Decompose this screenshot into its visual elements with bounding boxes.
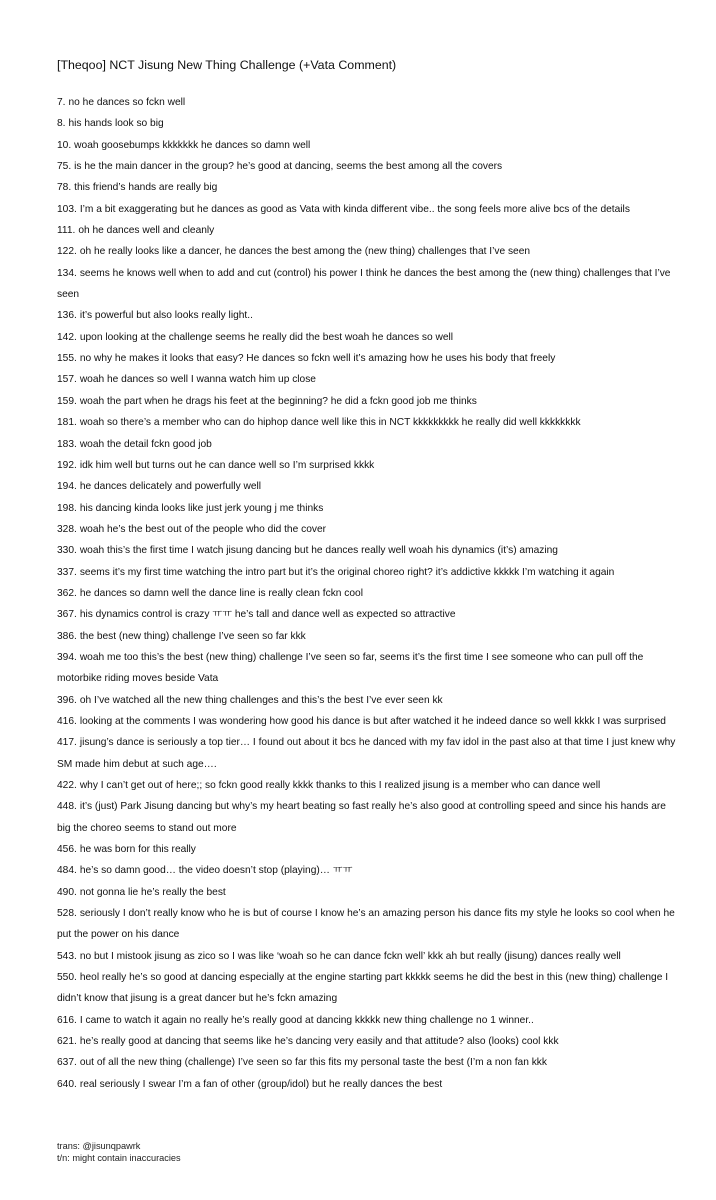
comment-text: woah me too this’s the best (new thing) challenge I’ve seen so far, seems it’s the first time I see someone who can pull off the motorbike riding moves beside Vata <box>57 651 644 685</box>
comment-number: 159. <box>57 395 77 407</box>
comment-text: he dances so damn well the dance line is really clean fckn cool <box>79 587 363 599</box>
comment-number: 136. <box>57 310 77 322</box>
comment-text: out of all the new thing (challenge) I’ve seen so far this fits my personal taste the best (I’m a non fan kkk <box>79 1057 547 1069</box>
comment-item <box>57 476 676 497</box>
comment-number: 416. <box>57 715 77 727</box>
comment-text: no but I mistook jisung as zico so I was like ‘woah so he can dance fckn well’ kkk ah but really (jisung) dances really well <box>79 950 621 962</box>
comment-text: no he dances so fckn well <box>68 97 186 108</box>
comment-item <box>57 348 676 369</box>
comment-number: 640. <box>57 1078 77 1090</box>
comment-text: he dances delicately and powerfully well <box>79 481 262 493</box>
comment-item <box>57 583 676 604</box>
comment-text: no why he makes it looks that easy? He dances so fckn well it’s amazing how he uses his body that freely <box>79 353 556 365</box>
comment-text: seems it’s my first time watching the intro part but it’s the original choreo right? it’s addictive kkkkk I’m watching it again <box>79 566 615 578</box>
comment-item <box>57 113 676 134</box>
comment-text: he’s so damn good… the video doesn’t stop (playing)… ㅠㅠ <box>79 865 353 877</box>
comment-text: he was born for this really <box>79 844 196 856</box>
comment-number: 616. <box>57 1014 77 1026</box>
comment-number: 7. <box>57 97 66 108</box>
comment-number: 637. <box>57 1057 77 1069</box>
comment-text: the best (new thing) challenge I’ve seen so far kkk <box>79 630 306 642</box>
comment-text: real seriously I swear I’m a fan of other (group/idol) but he really dances the best <box>79 1078 443 1090</box>
comment-item <box>57 860 676 881</box>
comment-text: jisung’s dance is seriously a top tier… I found out about it bcs he danced with my fav idol in the past also at that time I just knew why SM made him debut at such age…. <box>57 737 676 770</box>
comment-text: his dancing kinda looks like just jerk young j me thinks <box>79 502 324 514</box>
comment-number: 181. <box>57 417 77 429</box>
comment-number: 10. <box>57 139 72 151</box>
comment-item <box>57 241 676 262</box>
comment-text: upon looking at the challenge seems he really did the best woah he dances so well <box>79 331 454 343</box>
comment-number: 155. <box>57 353 77 365</box>
comment-number: 456. <box>57 844 77 856</box>
comment-item <box>57 220 676 241</box>
comment-text: woah he dances so well I wanna watch him up close <box>79 374 316 386</box>
comment-number: 386. <box>57 630 77 642</box>
translator-note: t/n: might contain inaccuracies <box>57 1152 181 1163</box>
comment-text: looking at the comments I was wondering how good his dance is but after watched it he indeed dance so well kkkk I was surprised <box>79 715 666 727</box>
comment-number: 78. <box>57 182 72 194</box>
comment-number: 490. <box>57 886 77 898</box>
comment-text: is he the main dancer in the group? he’s good at dancing, seems the best among all the covers <box>74 161 503 173</box>
comment-number: 422. <box>57 780 77 791</box>
comment-number: 330. <box>57 545 77 557</box>
footer <box>57 1141 181 1164</box>
comment-item <box>57 1031 676 1052</box>
comment-item <box>57 199 676 220</box>
comment-text: it’s (just) Park Jisung dancing but why’s my heart beating so fast really he’s also good at controlling speed and since his hands are big the choreo seems to stand out more <box>57 801 666 834</box>
comment-number: 543. <box>57 950 77 962</box>
comment-item <box>57 391 676 412</box>
comment-number: 8. <box>57 118 66 130</box>
comment-item <box>57 519 676 540</box>
comment-number: 484. <box>57 865 77 877</box>
comment-item <box>57 732 676 775</box>
comment-item <box>57 967 676 1010</box>
comment-text: woah so there’s a member who can do hiphop dance well like this in NCT kkkkkkkkk he really did well kkkkkkkk <box>79 417 581 429</box>
comment-text: woah the detail fckn good job <box>79 438 212 450</box>
comment-item <box>57 434 676 455</box>
comment-item <box>57 498 676 519</box>
comment-number: 528. <box>57 908 77 920</box>
comment-text: he’s really good at dancing that seems like he’s dancing very easily and that attitude? also (looks) cool kkk <box>79 1036 559 1048</box>
document-title: [Theqoo] NCT Jisung New Thing Challenge (+Vata Comment) <box>57 58 397 72</box>
comment-item <box>57 412 676 433</box>
comment-item <box>57 711 676 732</box>
comment-number: 75. <box>57 161 72 173</box>
comment-item <box>57 327 676 348</box>
comment-item <box>57 562 676 583</box>
comment-item <box>57 540 676 561</box>
comment-text: I came to watch it again no really he’s really good at dancing kkkkk new thing challenge no 1 winner.. <box>79 1014 534 1026</box>
comment-item <box>57 135 676 156</box>
comment-text: this friend’s hands are really big <box>74 182 218 194</box>
comment-text: I’m a bit exaggerating but he dances as good as Vata with kinda different vibe.. the song feels more alive bcs of the details <box>79 203 630 215</box>
comment-text: not gonna lie he’s really the best <box>79 886 226 898</box>
comment-text: seems he knows well when to add and cut (control) his power I think he dances the best among the (new thing) challenges that I’ve seen <box>57 267 671 301</box>
comment-number: 621. <box>57 1036 77 1048</box>
comment-text: woah this’s the first time I watch jisung dancing but he dances really well woah his dynamics (it’s) amazing <box>79 545 558 557</box>
comment-number: 367. <box>57 609 77 621</box>
comment-number: 192. <box>57 459 77 471</box>
comment-number: 194. <box>57 481 77 493</box>
comment-number: 396. <box>57 694 77 706</box>
comment-list <box>57 92 676 1095</box>
comment-number: 134. <box>57 267 77 279</box>
comment-item <box>57 647 676 690</box>
comment-item <box>57 903 676 946</box>
comment-item <box>57 839 676 860</box>
comment-number: 417. <box>57 737 77 749</box>
comment-number: 183. <box>57 438 77 450</box>
comment-number: 111. <box>57 225 76 237</box>
comment-text: woah the part when he drags his feet at the beginning? he did a fckn good job me thinks <box>79 395 477 407</box>
comment-item <box>57 626 676 647</box>
comment-item <box>57 455 676 476</box>
comment-number: 198. <box>57 502 77 514</box>
comment-item <box>57 305 676 326</box>
comment-number: 550. <box>57 972 77 984</box>
comment-item <box>57 177 676 198</box>
comment-item <box>57 369 676 390</box>
comment-text: woah he’s the best out of the people who did the cover <box>79 523 327 535</box>
comment-item <box>57 1052 676 1073</box>
comment-item <box>57 156 676 177</box>
comment-text: woah goosebumps kkkkkkk he dances so damn well <box>74 139 311 151</box>
comment-item <box>57 1010 676 1031</box>
comment-text: it’s powerful but also looks really light.. <box>79 310 253 322</box>
comment-number: 122. <box>57 246 77 258</box>
comment-item <box>57 1074 676 1095</box>
comment-text: idk him well but turns out he can dance well so I’m surprised kkkk <box>79 459 375 471</box>
comment-number: 394. <box>57 651 77 663</box>
comment-text: seriously I don’t really know who he is but of course I know he’s an amazing person his dance fits my style he looks so cool when he put the power on his dance <box>57 908 675 941</box>
comment-number: 448. <box>57 801 77 813</box>
comment-item <box>57 882 676 903</box>
comment-text: oh he really looks like a dancer, he dances the best among the (new thing) challenges that I’ve seen <box>79 246 531 258</box>
comment-item <box>57 796 676 839</box>
comment-item <box>57 690 676 711</box>
comment-number: 337. <box>57 566 77 578</box>
comment-number: 328. <box>57 523 77 535</box>
comment-text: heol really he’s so good at dancing especially at the engine starting part kkkkk seems he did the best in this (new thing) challenge I didn’t know that jisung is a great dancer but he’s fckn amazing <box>57 972 669 1005</box>
comment-text: oh I’ve watched all the new thing challenges and this’s the best I’ve ever seen kk <box>79 694 443 706</box>
comment-number: 362. <box>57 587 77 599</box>
comment-number: 103. <box>57 203 77 215</box>
comment-text: oh he dances well and cleanly <box>78 225 215 237</box>
comment-item <box>57 92 676 113</box>
comment-text: his hands look so big <box>68 118 164 130</box>
comment-item <box>57 775 676 796</box>
translator-credit: trans: @jisunqpawrk <box>57 1141 141 1151</box>
comment-item <box>57 604 676 625</box>
comment-number: 157. <box>57 374 77 386</box>
comment-item <box>57 946 676 967</box>
comment-text: why I can’t get out of here;; so fckn good really kkkk thanks to this I realized jisung is a member who can dance well <box>79 780 601 791</box>
comment-text: his dynamics control is crazy ㅠㅠ he’s tall and dance well as expected so attractive <box>79 609 456 621</box>
comment-item <box>57 263 676 306</box>
comment-number: 142. <box>57 331 77 343</box>
